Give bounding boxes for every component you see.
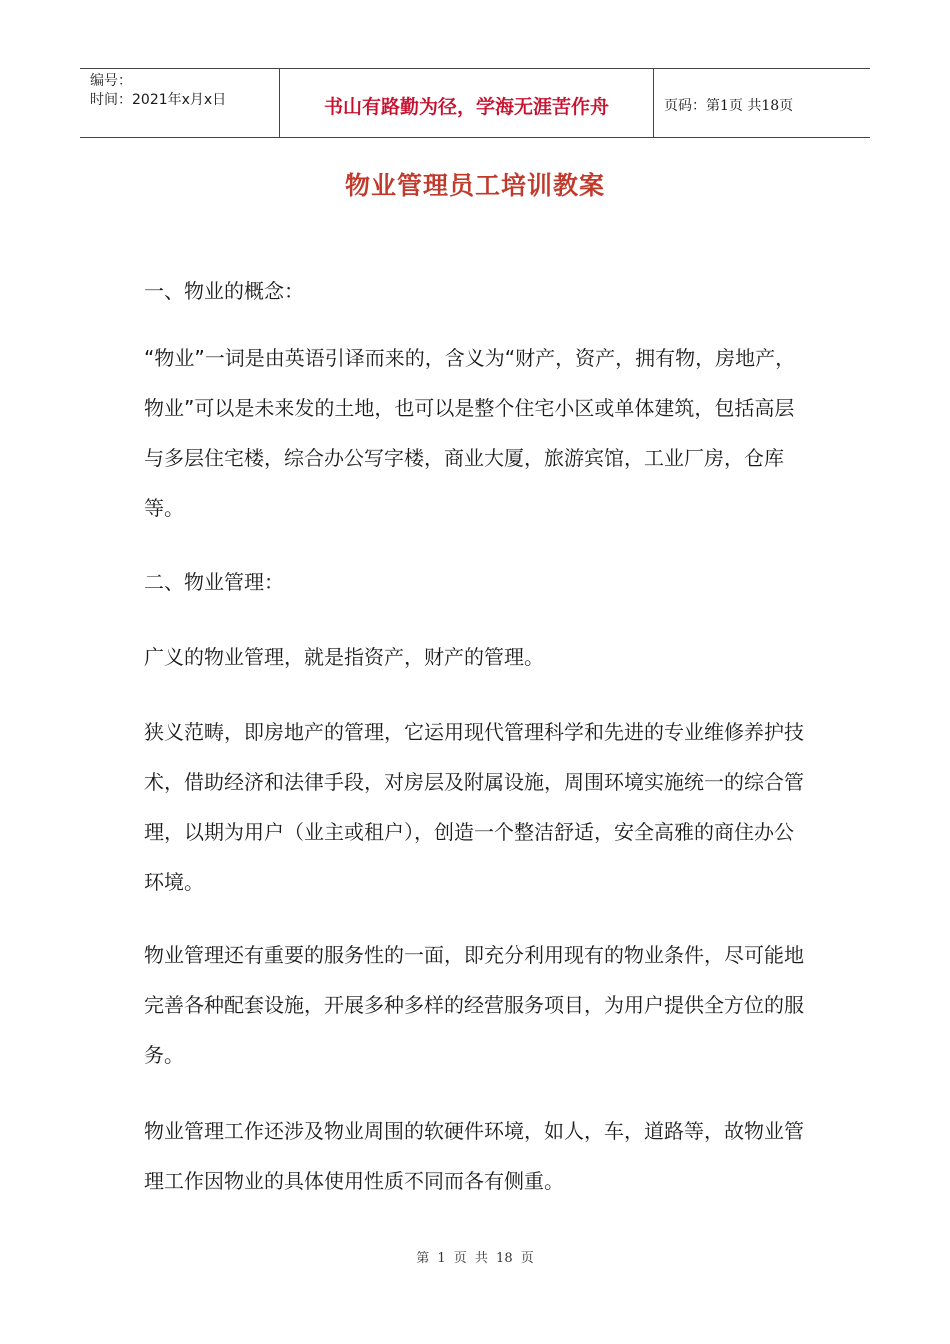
header-page-info: 页码：第1页 共18页 [664,98,794,114]
section-heading-management: 二、物业管理： [144,570,284,594]
paragraph-environment: 物业管理工作还涉及物业周围的软硬件环境，如人，车，道路等，故物业管理工作因物业的具体使用性质不同而各有侧重。 [144,1119,804,1193]
header-motto: 书山有路勤为径，学海无涯苦作舟 [280,69,654,137]
section-heading-concept: 一、物业的概念： [144,279,304,303]
header-meta-cell [80,69,280,137]
document-number-label: 编号： [90,73,132,89]
paragraph-narrow-sense: 狭义范畴，即房地产的管理，它运用现代管理科学和先进的专业维修养护技术，借助经济和法律手段，对房层及附属设施，周围环境实施统一的综合管理，以期为用户（业主或租户），创造一个整洁舒适，安全高雅的商住办公环境。 [144,720,804,894]
page-footer: 第 1 页 共 18 页 [416,1251,534,1266]
document-title: 物业管理员工培训教案 [344,171,605,200]
page-header [80,68,870,138]
paragraph-definition: “物业”一词是由英语引译而来的，含义为“财产，资产，拥有物，房地产，物业”可以是未来发的土地，也可以是整个住宅小区或单体建筑，包括高层与多层住宅楼，综合办公写字楼，商业大厦，旅游宾馆，工业厂房，仓库等。 [144,346,796,520]
document-date: 时间：2021年x月x日 [90,92,227,108]
paragraph-broad-sense: 广义的物业管理，就是指资产，财产的管理。 [144,645,544,669]
paragraph-service: 物业管理还有重要的服务性的一面，即充分利用现有的物业条件，尽可能地完善各种配套设施，开展多种多样的经营服务项目，为用户提供全方位的服务。 [144,943,804,1067]
